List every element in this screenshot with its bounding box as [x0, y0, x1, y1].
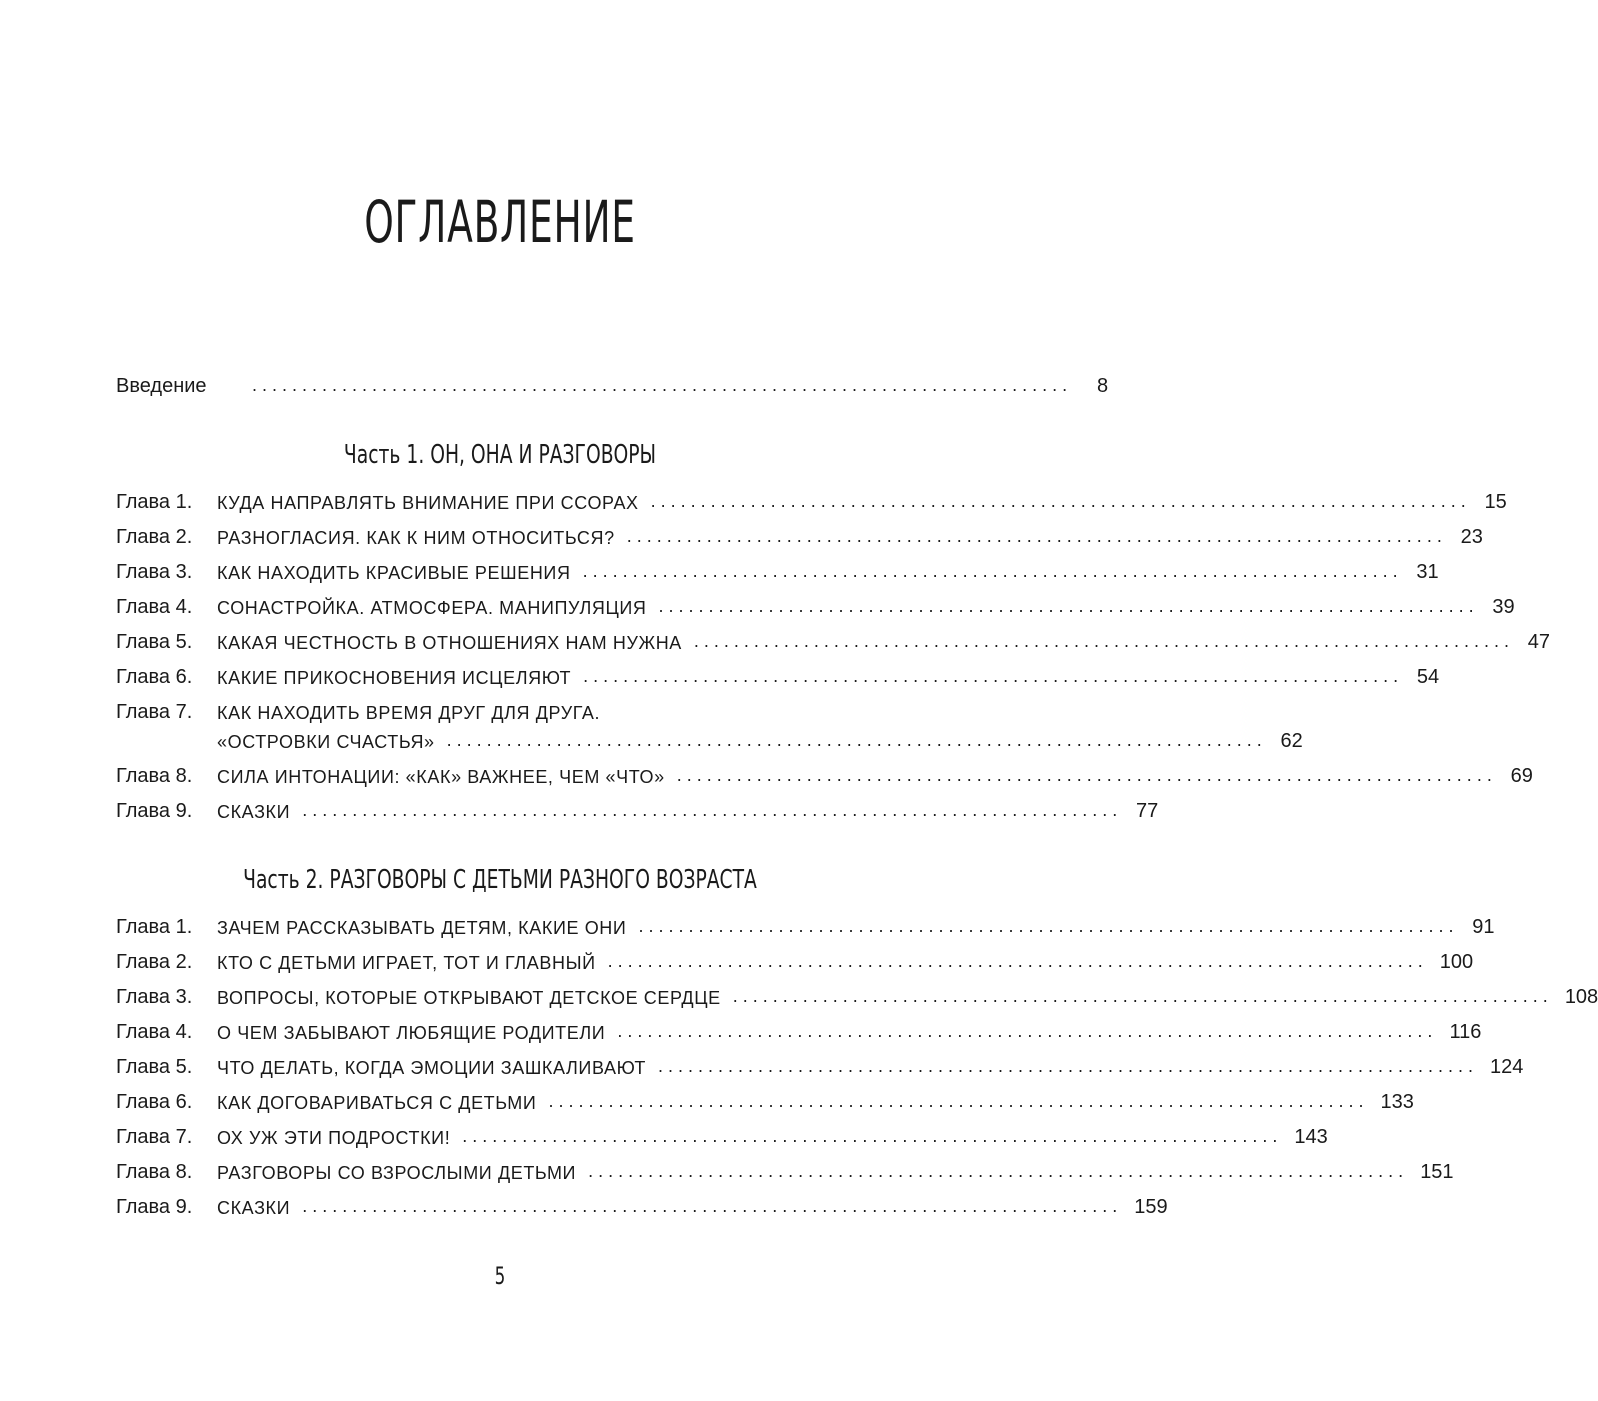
toc-leader-dots: ..................................................................................	[302, 1196, 1123, 1216]
toc-leader-dots: ..................................................................................	[252, 375, 1073, 395]
toc-entry[interactable]	[116, 1154, 1454, 1184]
toc-entry-label: Глава 9.	[116, 800, 193, 822]
toc-entry-label: Глава 1.	[116, 916, 193, 938]
toc-entry-title: КУДА НАПРАВЛЯТЬ ВНИМАНИЕ ПРИ ССОРАХ	[217, 493, 639, 513]
toc-entry[interactable]	[116, 624, 1550, 654]
toc-leader-dots: ..................................................................................	[462, 1126, 1283, 1146]
page-title: ОГЛАВЛЕНИЕ	[364, 188, 636, 256]
toc-entry-title: РАЗНОГЛАСИЯ. КАК К НИМ ОТНОСИТЬСЯ?	[217, 528, 615, 548]
toc-page-number: 133	[1380, 1091, 1414, 1113]
toc-entry-label: Глава 1.	[116, 491, 193, 513]
toc-entry-label: Глава 6.	[116, 666, 193, 688]
footer-page-number: 5	[494, 1262, 506, 1290]
toc-entry-label: Глава 8.	[116, 1161, 193, 1183]
toc-leader-dots: ..................................................................................	[617, 1021, 1438, 1041]
toc-entry-label: Глава 7.	[116, 1126, 193, 1148]
toc-page-number: 91	[1472, 916, 1495, 938]
toc-entry-title: КАКИЕ ПРИКОСНОВЕНИЯ ИСЦЕЛЯЮТ	[217, 668, 572, 688]
toc-leader-dots: ..................................................................................	[626, 526, 1447, 546]
toc-entry-label: Глава 3.	[116, 986, 193, 1008]
toc-entry[interactable]	[116, 659, 1440, 689]
toc-entry-title: СОНАСТРОЙКА. АТМОСФЕРА. МАНИПУЛЯЦИЯ	[217, 598, 647, 618]
toc-entry-label: Глава 6.	[116, 1091, 193, 1113]
toc-leader-dots: ..................................................................................	[658, 596, 1479, 616]
toc-entry[interactable]	[116, 909, 1495, 939]
toc-entry-title: КТО С ДЕТЬМИ ИГРАЕТ, ТОТ И ГЛАВНЫЙ	[217, 953, 596, 973]
part-heading-1: Часть 1. ОН, ОНА И РАЗГОВОРЫ	[343, 440, 657, 470]
toc-entry-label: Введение	[116, 375, 207, 397]
toc-page-number: 69	[1510, 765, 1533, 787]
toc-entry-title: О ЧЕМ ЗАБЫВАЮТ ЛЮБЯЩИЕ РОДИТЕЛИ	[217, 1023, 606, 1043]
toc-entry[interactable]	[116, 694, 828, 724]
toc-page-number: 124	[1490, 1056, 1524, 1078]
toc-page-number: 159	[1134, 1196, 1168, 1218]
toc-entry-label: Глава 2.	[116, 526, 193, 548]
toc-page-number: 151	[1420, 1161, 1454, 1183]
toc-leader-dots: ..................................................................................	[548, 1091, 1369, 1111]
toc-entry-title-continued: «ОСТРОВКИ СЧАСТЬЯ»	[217, 732, 435, 752]
toc-page-number: 15	[1484, 491, 1507, 513]
toc-entry-label: Глава 8.	[116, 765, 193, 787]
toc-page-number: 116	[1449, 1021, 1482, 1043]
toc-entry-title: ОХ УЖ ЭТИ ПОДРОСТКИ!	[217, 1128, 451, 1148]
toc-entry-label: Глава 9.	[116, 1196, 193, 1218]
toc-entry[interactable]	[116, 1119, 1328, 1149]
toc-page-number: 47	[1527, 631, 1550, 653]
toc-entry[interactable]	[116, 758, 1533, 788]
toc-page-number: 77	[1136, 800, 1159, 822]
toc-page-number: 62	[1280, 730, 1303, 752]
toc-entry-label: Глава 7.	[116, 701, 193, 723]
toc-entry[interactable]	[116, 793, 1159, 823]
toc-page-number: 31	[1416, 561, 1439, 583]
toc-entry-label: Глава 2.	[116, 951, 193, 973]
toc-leader-dots: ..................................................................................	[302, 800, 1123, 820]
toc-entry-title: ЗАЧЕМ РАССКАЗЫВАТЬ ДЕТЯМ, КАКИЕ ОНИ	[217, 918, 627, 938]
toc-leader-dots: ..................................................................................	[693, 631, 1514, 651]
toc-entry[interactable]	[116, 1084, 1414, 1114]
toc-leader-dots: ..................................................................................	[446, 730, 1267, 750]
toc-leader-dots: ..................................................................................	[657, 1056, 1479, 1076]
toc-leader-dots: ..................................................................................	[732, 986, 1553, 1006]
toc-entry-title: ЧТО ДЕЛАТЬ, КОГДА ЭМОЦИИ ЗАШКАЛИВАЮТ	[217, 1058, 646, 1078]
toc-leader-dots: ..................................................................................	[582, 561, 1403, 581]
toc-page-number: 143	[1294, 1126, 1328, 1148]
part-heading-2: Часть 2. РАЗГОВОРЫ С ДЕТЬМИ РАЗНОГО ВОЗРАСТА	[243, 865, 757, 895]
toc-entry-label: Глава 4.	[116, 1021, 193, 1043]
toc-entry-title: СИЛА ИНТОНАЦИИ: «КАК» ВАЖНЕЕ, ЧЕМ «ЧТО»	[217, 767, 665, 787]
toc-entry[interactable]	[116, 944, 1474, 974]
toc-entry[interactable]	[116, 1049, 1524, 1079]
toc-entry[interactable]	[116, 554, 1439, 584]
toc-entry-title: КАК НАХОДИТЬ ВРЕМЯ ДРУГ ДЛЯ ДРУГА.	[217, 703, 601, 723]
toc-leader-dots: ..................................................................................	[588, 1161, 1409, 1181]
toc-entry-title: КАК НАХОДИТЬ КРАСИВЫЕ РЕШЕНИЯ	[217, 563, 571, 583]
toc-page-number: 39	[1492, 596, 1515, 618]
toc-page-number: 108	[1564, 986, 1598, 1008]
toc-entry-label: Глава 3.	[116, 561, 193, 583]
toc-entry-label: Глава 5.	[116, 1056, 193, 1078]
toc-leader-dots: ..................................................................................	[583, 666, 1404, 686]
toc-entry-title: КАК ДОГОВАРИВАТЬСЯ С ДЕТЬМИ	[217, 1093, 537, 1113]
toc-leader-dots: ..................................................................................	[638, 916, 1459, 936]
toc-leader-dots: ..................................................................................	[650, 491, 1471, 511]
toc-entry-title: КАКАЯ ЧЕСТНОСТЬ В ОТНОШЕНИЯХ НАМ НУЖНА	[217, 633, 682, 653]
toc-page-number: 54	[1416, 666, 1440, 688]
toc-leader-dots: ..................................................................................	[607, 951, 1428, 971]
toc-entry[interactable]	[116, 1014, 1482, 1044]
toc-entry[interactable]	[116, 484, 1507, 514]
toc-entry-title: ВОПРОСЫ, КОТОРЫЕ ОТКРЫВАЮТ ДЕТСКОЕ СЕРДЦЕ	[217, 988, 721, 1008]
toc-entry-intro[interactable]	[116, 368, 1109, 398]
toc-entry-title: СКАЗКИ	[217, 802, 291, 822]
toc-leader-dots: ..................................................................................	[676, 765, 1497, 785]
toc-page-number: 100	[1439, 951, 1474, 973]
toc-entry[interactable]	[116, 979, 1598, 1009]
toc-entry[interactable]	[116, 589, 1515, 619]
toc-entry[interactable]	[116, 1189, 1168, 1219]
toc-entry[interactable]	[116, 519, 1483, 549]
toc-entry-label: Глава 5.	[116, 631, 193, 653]
toc-entry-title: РАЗГОВОРЫ СО ВЗРОСЛЫМИ ДЕТЬМИ	[217, 1163, 577, 1183]
toc-entry-continuation[interactable]	[217, 723, 1303, 753]
toc-entry-label: Глава 4.	[116, 596, 193, 618]
toc-page-number: 8	[1096, 375, 1109, 397]
toc-page-number: 23	[1460, 526, 1483, 548]
toc-entry-title: СКАЗКИ	[217, 1198, 291, 1218]
